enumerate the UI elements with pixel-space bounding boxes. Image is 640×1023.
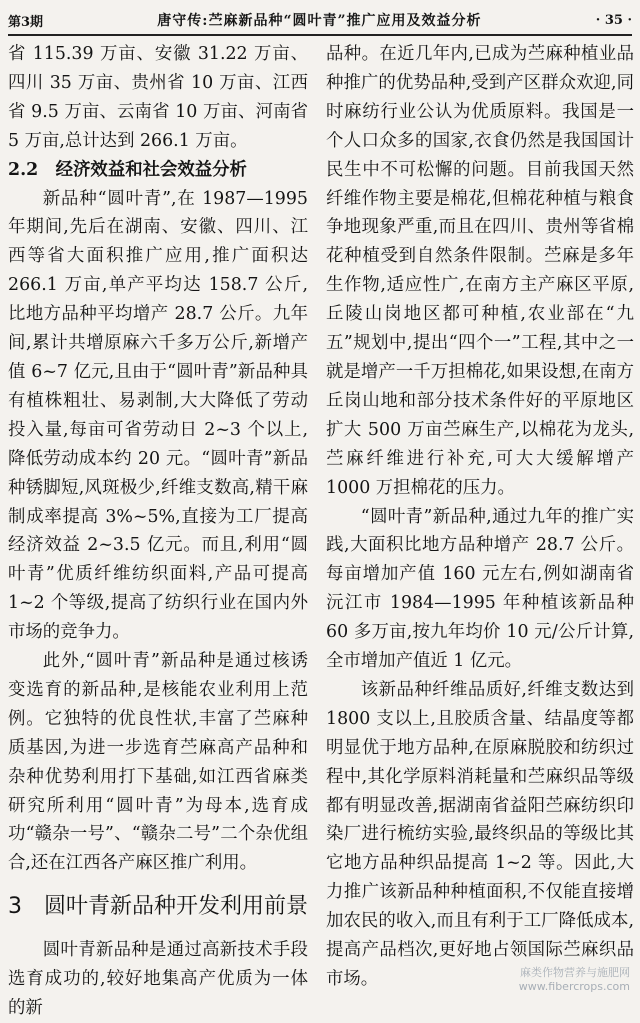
- page-number: · 35 ·: [595, 12, 632, 28]
- paragraph: 圆叶青新品种是通过高新技术手段选育成功的,较好地集高产优质为一体的新: [8, 940, 308, 1019]
- watermark-url: www.fibercrops.com: [518, 980, 630, 993]
- paragraph: 新品种“圆叶青”,在 1987—1995 年期间,先后在湖南、安徽、四川、江西等省大面积推广应用,推广面积达 266.1 万亩,单产平均达 158.7 公斤,比地方品种平均增产 28.7 公斤。九年间,累计共增原麻六千多万公斤,新增产值 6~7 亿元,且由于“圆叶青”新品种具有植株粗壮、易剥制,大大降低了劳动投入量,每亩可省劳动日 2~3 个以上,降低劳动成本约 20 元。“圆叶青”新品种锈脚短,风斑极少,纤维支数高,精干麻制成率提高 3%~5%,直接为工厂提高经济效益 2~3.5 亿元。而且,利用“圆叶青”优质纤维纺织面料,产品可提高 1~2 个等级,提高了纺织行业在国内外市场的竞争力。: [8, 188, 308, 643]
- running-title: 唐守传:苎麻新品种“圆叶青”推广应用及效益分析: [157, 13, 482, 29]
- paragraph: “圆叶青”新品种,通过九年的推广实践,大面积比地方品种增产 28.7 公斤。每亩增加产值 160 元左右,例如湖南省沅江市 1984—1995 年种植该新品种 60 多万亩,按九年均价 10 元/公斤计算,全市增加产值近 1 亿元。: [326, 506, 634, 672]
- paragraph: 此外,“圆叶青”新品种是通过核诱变选育的新品种,是核能农业利用上范例。它独特的优良性状,丰富了苎麻种质基因,为进一步选育苎麻高产品种和杂种优势利用打下基础,如江西省麻类研究所利用“圆叶青”为母本,选育成功“赣杂一号”、“赣杂二号”二个杂优组合,还在江西各产麻区推广利用。: [8, 651, 308, 874]
- watermark-line: 麻类作物营养与施肥网: [520, 966, 630, 979]
- paragraph: 省 115.39 万亩、安徽 31.22 万亩、四川 35 万亩、贵州省 10 万亩、江西省 9.5 万亩、云南省 10 万亩、河南省 5 万亩,总计达到 266.1 万亩。: [8, 44, 308, 151]
- issue-number: 第3期: [8, 14, 44, 30]
- paragraph: 品种。在近几年内,已成为苎麻种植业品种推广的优势品种,受到产区群众欢迎,同时麻纺行业公认为优质原料。我国是一个人口众多的国家,衣食仍然是我国国计民生中不可松懈的问题。目前我国天然纤维作物主要是棉花,但棉花种植与粮食争地现象严重,而且在四川、贵州等省棉花种植受到自然条件限制。苎麻是多年生作物,适应性广,在南方主产麻区平原,丘陵山岗地区都可种植,农业部在“九五”规划中,提出“四个一”工程,其中之一就是增产一千万担棉花,如果设想,在南方丘岗山地和部分技术条件好的平原地区扩大 500 万亩苎麻生产,以棉花为龙头,苎麻纤维进行补充,可大大缓解增产 1000 万担棉花的压力。: [326, 44, 634, 498]
- page-header: [8, 6, 632, 36]
- left-column: [8, 40, 308, 1023]
- right-column: [326, 40, 634, 994]
- section-heading-3: 3 圆叶青新品种开发利用前景: [8, 894, 308, 920]
- paragraph: 该新品种纤维品质好,纤维支数达到 1800 支以上,且胶质含量、结晶度等都明显优于地方品种,在原麻脱胶和纺织过程中,其化学原料消耗量和苎麻织品等级都有明显改善,据湖南省益阳苎麻纺织印染厂进行梳纺实验,最终织品的等级比其它地方品种织品提高 1~2 等。因此,大力推广该新品种种植面积,不仅能直接增加农民的收入,而且有利于工厂降低成本,提高产品档次,更好地占领国际苎麻织品市场。: [326, 679, 634, 989]
- section-heading-2-2: 2.2 经济效益和社会效益分析: [8, 159, 247, 180]
- watermark: [519, 966, 630, 994]
